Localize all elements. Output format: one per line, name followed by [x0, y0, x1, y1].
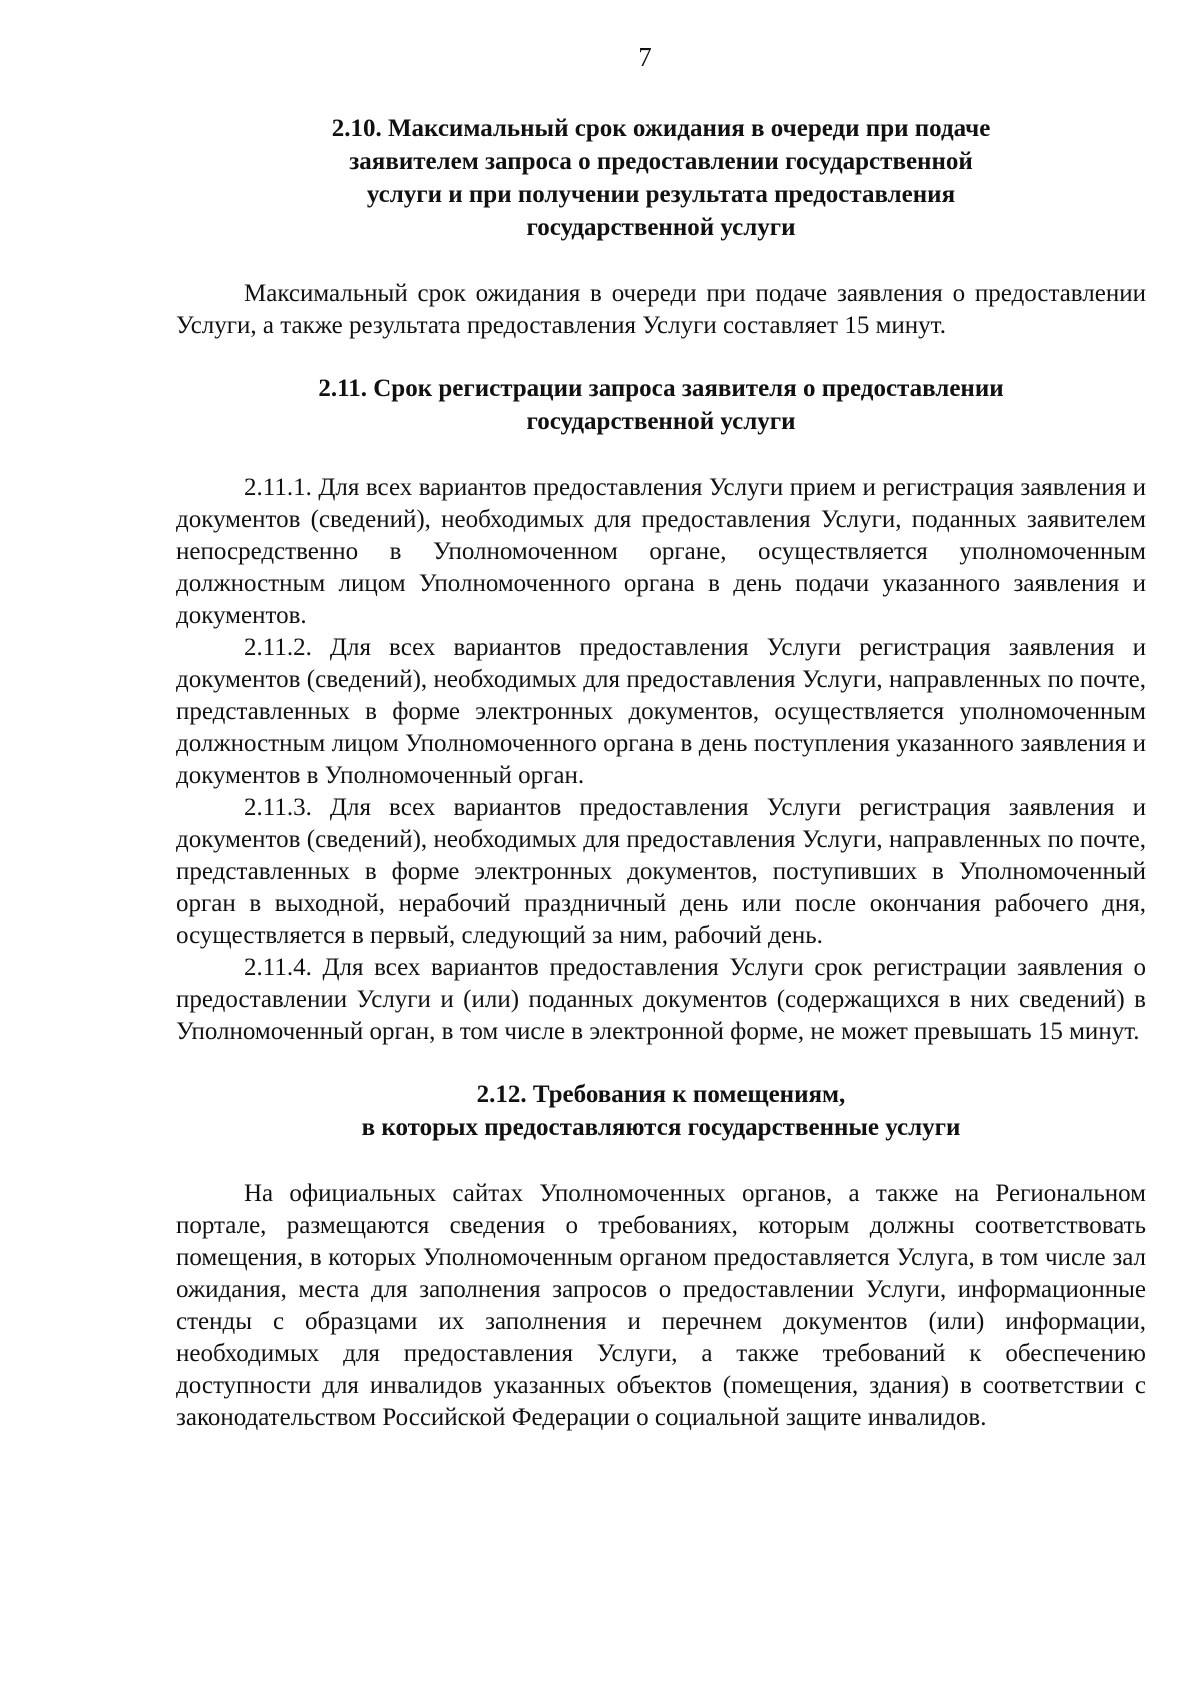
document-body — [176, 112, 1146, 1434]
paragraph: 2.11.4. Для всех вариантов предоставления Услуги срок регистрации заявления о предоставлении Услуги и (или) поданных документов (содержащихся в них сведений) в Уполномоченный орган, в том числе в электронной форме, не может превышать 15 минут. — [176, 954, 1146, 1045]
paragraph: 2.11.1. Для всех вариантов предоставления Услуги прием и регистрация заявления и документов (сведений), необходимых для предоставления Услуги, поданных заявителем непосредственно в Уполномоченном органе, осуществляется уполномоченным должностным лицом Уполномоченного органа в день подачи указанного заявления и документов. — [176, 474, 1146, 629]
paragraph: На официальных сайтах Уполномоченных органов, а также на Региональном портале, размещаются сведения о требованиях, которым должны соответствовать помещения, в которых Уполномоченным органом предоставляется Услуга, в том числе зал ожидания, места для заполнения запросов о предоставлении Услуги, информационные стенды с образцами их заполнения и перечнем документов (или) информации, необходимых для предоставления Услуги, а также требований к обеспечению доступности для инвалидов указанных объектов (помещения, здания) в соответствии с законодательством Российской Федерации о социальной защите инвалидов. — [176, 1180, 1146, 1431]
paragraph: 2.11.2. Для всех вариантов предоставления Услуги регистрация заявления и документов (сведений), необходимых для предоставления Услуги, направленных по почте, представленных в форме электронных документов, осуществляется уполномоченным должностным лицом Уполномоченного органа в день поступления указанного заявления и документов в Уполномоченный орган. — [176, 634, 1146, 789]
section-heading — [176, 372, 1146, 438]
page-number: 7 — [638, 42, 652, 72]
heading-line: услуги и при получении результата предоставления — [366, 181, 956, 208]
section-2-12 — [176, 1078, 1146, 1434]
paragraph: Максимальный срок ожидания в очереди при подаче заявления о предоставлении Услуги, а также результата предоставления Услуги составляет 15 минут. — [176, 280, 1146, 339]
section-heading — [176, 1078, 1146, 1144]
heading-line: государственной услуги — [526, 408, 796, 435]
section-2-11 — [176, 372, 1146, 1048]
heading-line: в которых предоставляются государственные услуги — [361, 1114, 961, 1141]
section-2-10 — [176, 112, 1146, 342]
heading-line: государственной услуги — [526, 214, 796, 241]
section-heading — [176, 112, 1146, 244]
heading-line: 2.12. Требования к помещениям, — [476, 1081, 846, 1108]
paragraph: 2.11.3. Для всех вариантов предоставления Услуги регистрация заявления и документов (сведений), необходимых для предоставления Услуги, направленных по почте, представленных в форме электронных документов, поступивших в Уполномоченный орган в выходной, нерабочий праздничный день или после окончания рабочего дня, осуществляется в первый, следующий за ним, рабочий день. — [176, 794, 1146, 949]
heading-line: 2.10. Максимальный срок ожидания в очереди при подаче — [331, 115, 991, 142]
heading-line: 2.11. Срок регистрации запроса заявителя о предоставлении — [318, 375, 1004, 402]
heading-line: заявителем запроса о предоставлении государственной — [349, 148, 973, 175]
